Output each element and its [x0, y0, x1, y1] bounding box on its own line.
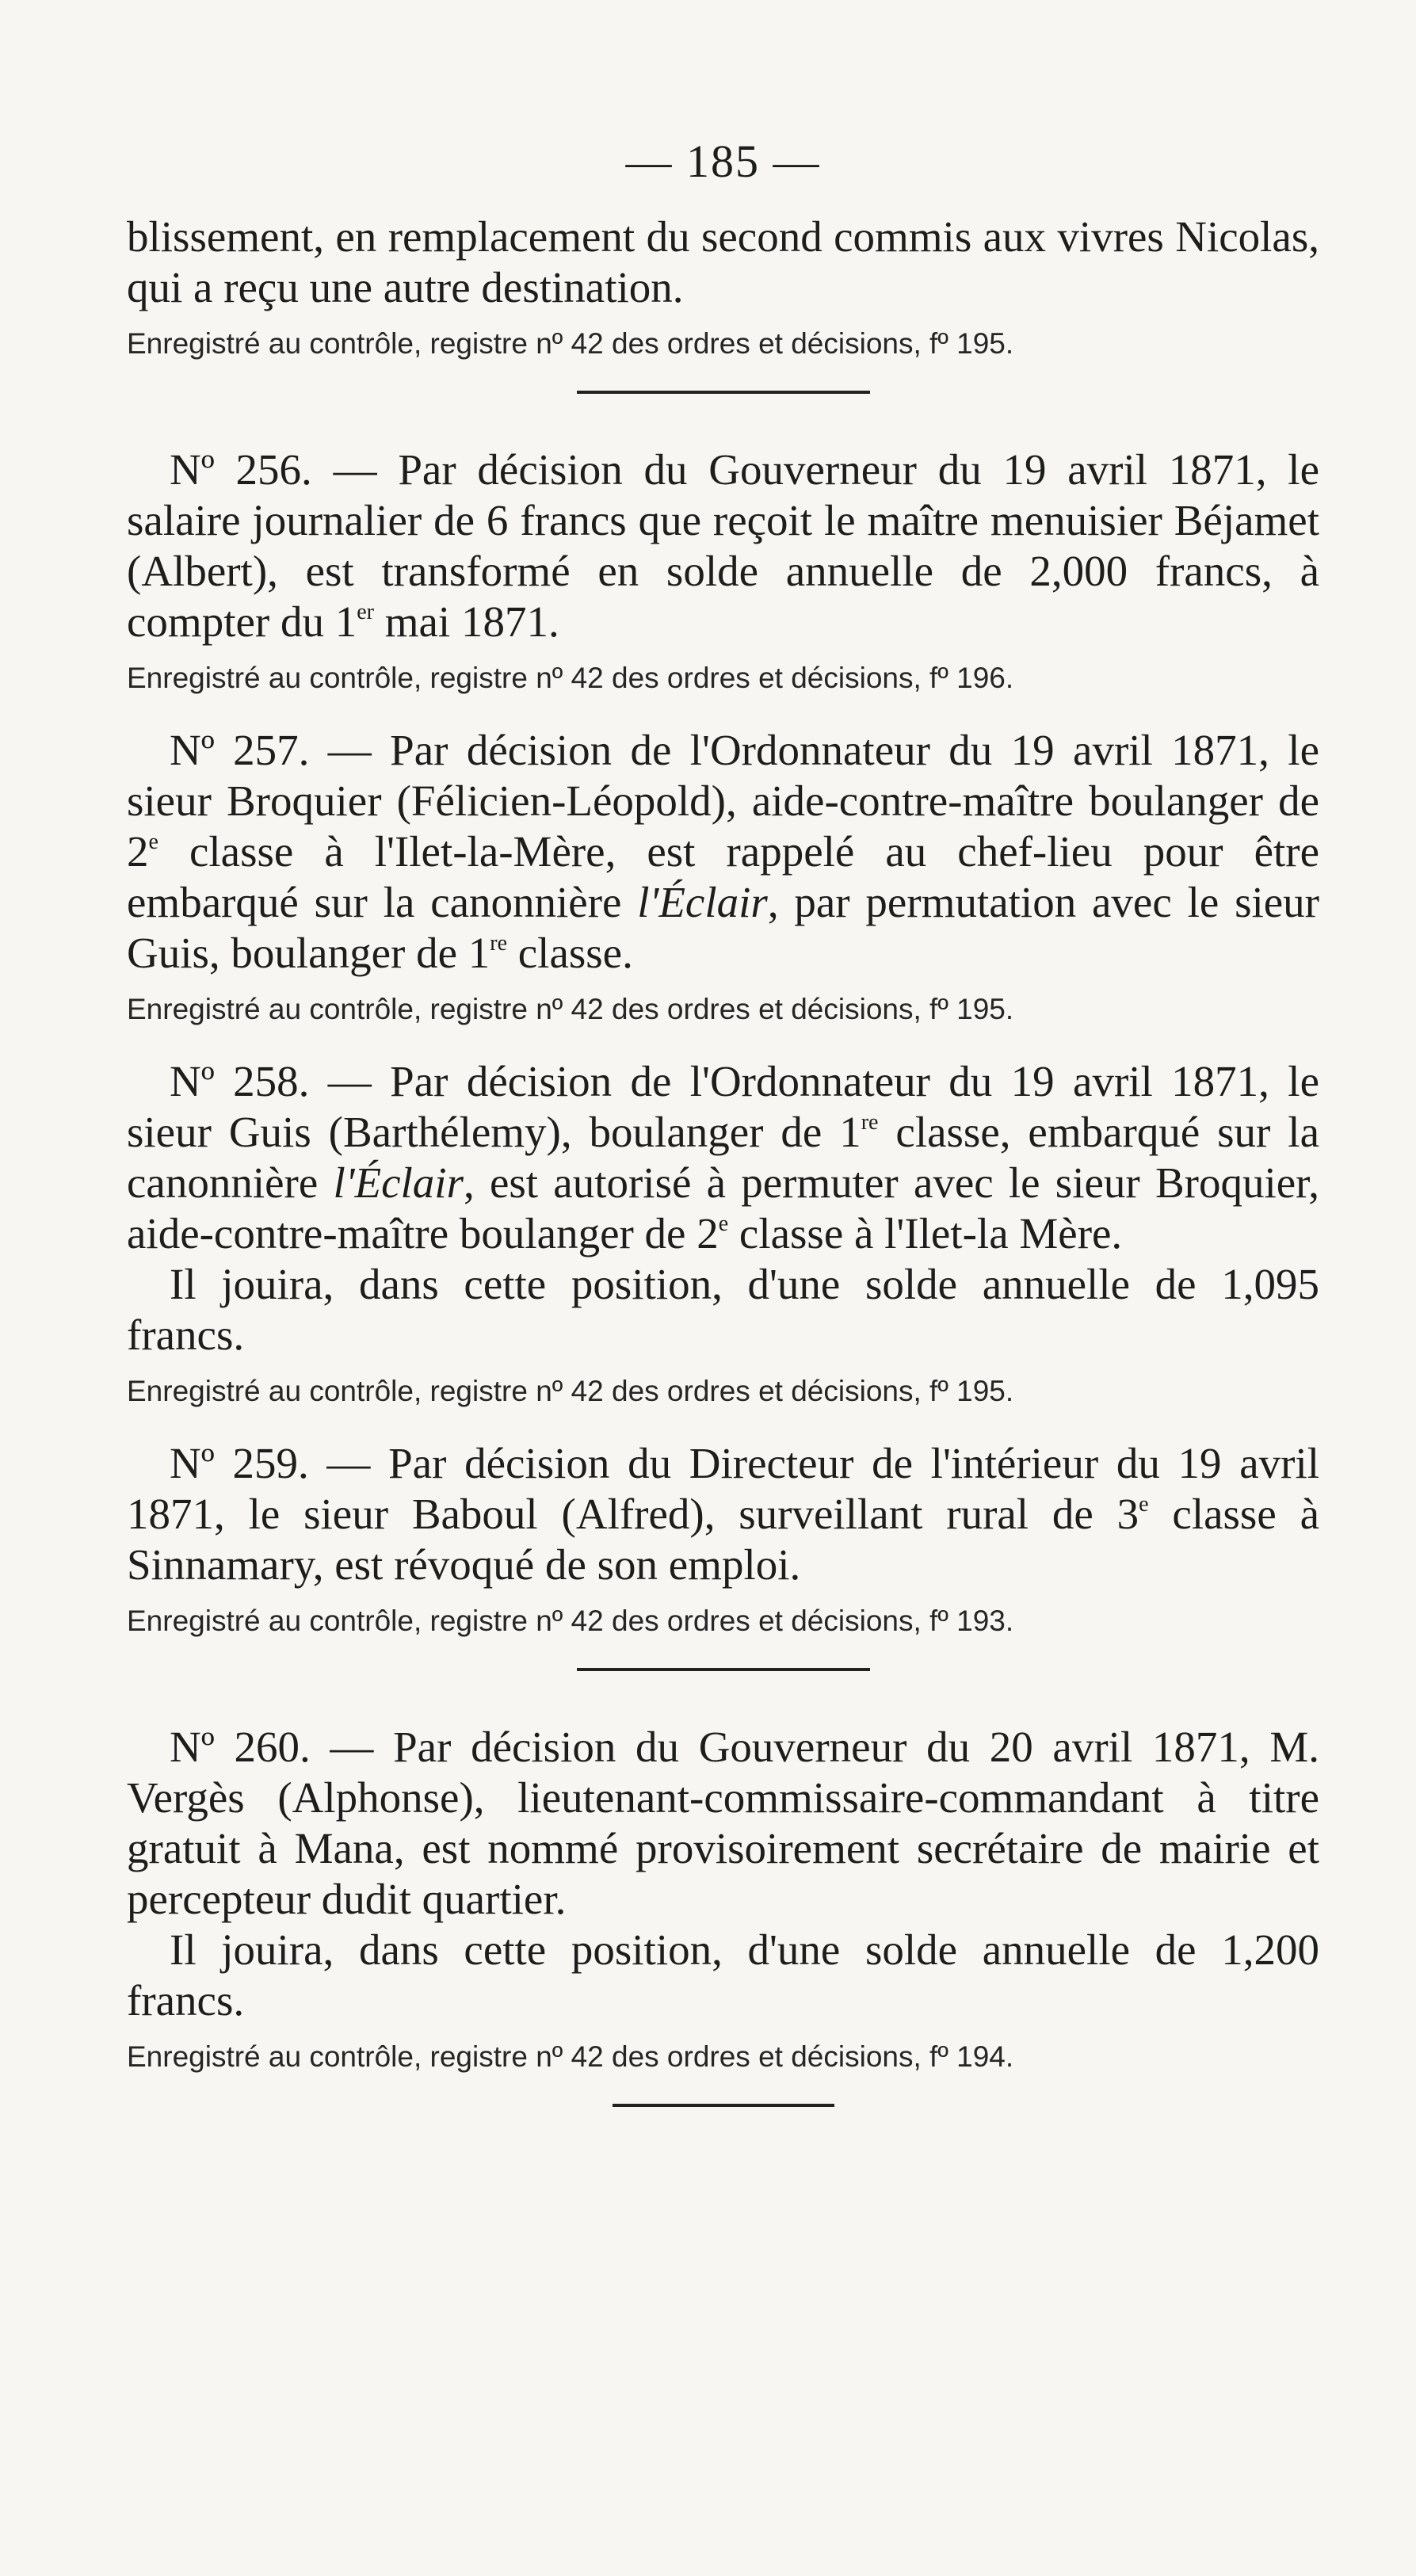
- entry-258-text-d: classe à l'Ilet-la Mère.: [739, 1209, 1123, 1257]
- intro-registration: Enregistré au contrôle, registre nº 42 des ordres et décisions, fº 195.: [127, 327, 1014, 360]
- entry-257-sup-c: re: [490, 931, 508, 956]
- entry-259-sup-a: e: [1139, 1492, 1149, 1517]
- entry-257-registration: Enregistré au contrôle, registre nº 42 des ordres et décisions, fº 195.: [127, 993, 1014, 1025]
- section-divider: [577, 1668, 870, 1671]
- entry-259-text-a: — Par décision du Directeur de l'intérieur du 19 avril 1871, le sieur Baboul (Alfred), surveillant rural de 3: [127, 1439, 1320, 1538]
- document-page: [127, 135, 1319, 2158]
- entry-260-number: Nº 260.: [170, 1723, 311, 1771]
- entry-256-number: Nº 256.: [170, 445, 312, 494]
- entry-256: Nº 256. — Par décision du Gouverneur du 19 avril 1871, le salaire journalier de 6 francs que reçoit le maître menuisier Béjamet (Albert), est transformé en solde annuelle de 2,000 francs, à compter du 1er mai 1871.: [127, 445, 1320, 646]
- entry-256-registration: Enregistré au contrôle, registre nº 42 des ordres et décisions, fº 196.: [127, 662, 1014, 694]
- page-number: — 185 —: [625, 135, 821, 187]
- entry-257-text-b: classe à l'Ilet-la-Mère, est rappelé au chef-lieu pour être embarqué sur la canonnière: [127, 827, 1319, 926]
- entry-260-paragraph-2: Il jouira, dans cette position, d'une solde annuelle de 1,200 francs.: [127, 1925, 1319, 2025]
- entry-256-text-end: mai 1871.: [384, 597, 559, 646]
- entry-257-text-a: — Par décision de l'Ordonnateur du 19 avril 1871, le sieur Broquier (Félicien-Léopold), aide-contre-maître boulanger de 2: [127, 726, 1319, 876]
- entry-259-number: Nº 259.: [170, 1439, 309, 1487]
- entry-257-ship: l'Éclair: [637, 878, 768, 926]
- entry-258-ship: l'Éclair: [333, 1158, 464, 1207]
- entry-257-text-d: classe.: [517, 929, 633, 977]
- entry-259: [127, 1438, 1319, 1590]
- entry-257-text-c: , par permutation avec le sieur Guis, boulanger de 1: [127, 878, 1319, 977]
- entry-258: [127, 1056, 1319, 1259]
- entry-260: [127, 1722, 1319, 1925]
- entry-258-registration: Enregistré au contrôle, registre nº 42 des ordres et décisions, fº 195.: [127, 1375, 1014, 1407]
- intro-paragraph: blissement, en remplacement du second commis aux vivres Nicolas, qui a reçu une autre destination.: [127, 212, 1319, 311]
- entry-258-paragraph-2: Il jouira, dans cette position, d'une solde annuelle de 1,095 francs.: [127, 1260, 1319, 1359]
- entry-257-sup-a: e: [148, 830, 158, 854]
- section-divider: [577, 391, 870, 394]
- entry-258-text-a: — Par décision de l'Ordonnateur du 19 avril 1871, le sieur Guis (Barthélemy), boulanger de 1: [127, 1057, 1319, 1156]
- entry-258-number: Nº 258.: [170, 1057, 310, 1105]
- entry-258-text-b: classe, embarqué sur la canonnière: [127, 1108, 1319, 1207]
- entry-256-sup: er: [357, 600, 374, 624]
- entry-257-number: Nº 257.: [170, 726, 310, 774]
- entry-258-sup-a: re: [861, 1110, 879, 1135]
- entry-260-text: — Par décision du Gouverneur du 20 avril 1871, M. Vergès (Alphonse), lieutenant-commissaire-commandant à titre gratuit à Mana, est nommé provisoirement secrétaire de mairie et percepteur dudit quartier.: [127, 1723, 1319, 1923]
- entry-260-registration: Enregistré au contrôle, registre nº 42 des ordres et décisions, fº 194.: [127, 2040, 1014, 2073]
- end-divider: [613, 2104, 834, 2107]
- entry-258-text-c: , est autorisé à permuter avec le sieur Broquier, aide-contre-maître boulanger de 2: [127, 1158, 1319, 1257]
- entry-256-text: — Par décision du Gouverneur du 19 avril 1871, le salaire journalier de 6 francs que reçoit le maître menuisier Béjamet (Albert), est transformé en solde annuelle de 2,000 francs, à compter du: [127, 445, 1320, 646]
- entry-257: [127, 725, 1319, 979]
- entry-259-registration: Enregistré au contrôle, registre nº 42 des ordres et décisions, fº 193.: [127, 1605, 1014, 1637]
- entry-259-text-b: classe à Sinnamary, est révoqué de son emploi.: [127, 1490, 1319, 1589]
- entry-258-sup-c: e: [718, 1212, 729, 1236]
